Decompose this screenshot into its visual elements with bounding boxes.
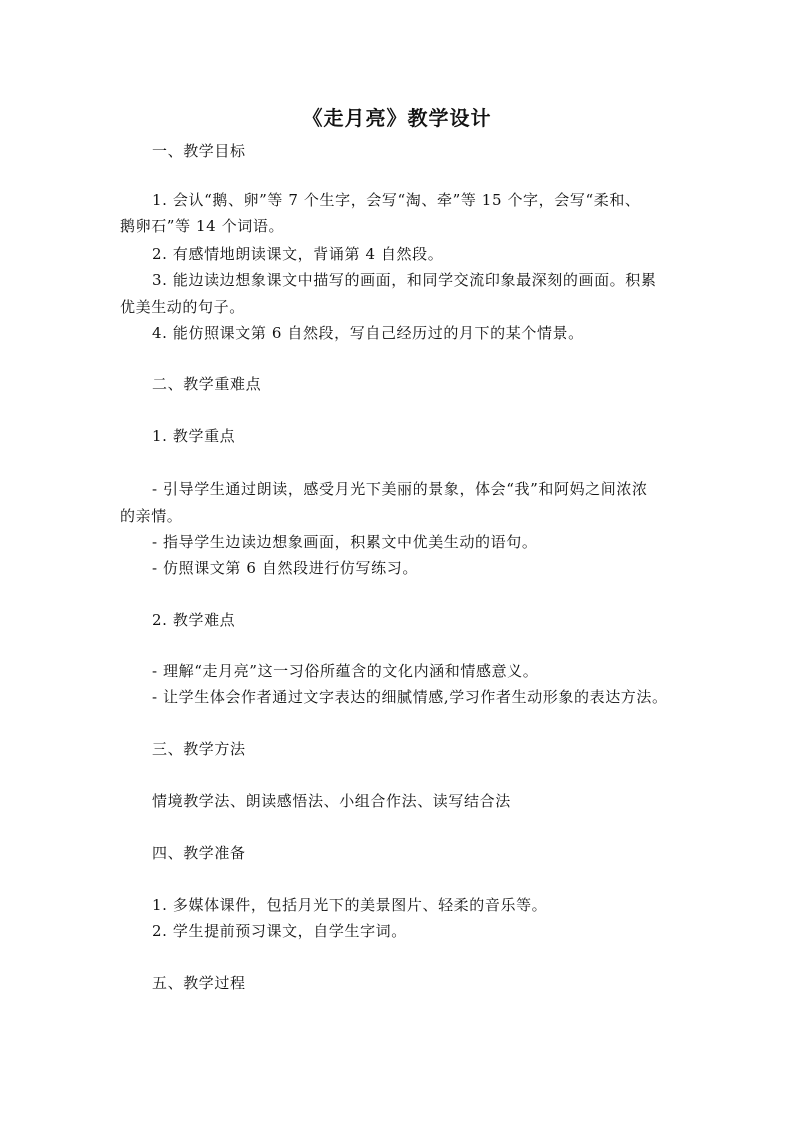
objective-2: 2. 有感情地朗读课文，背诵第 4 自然段。 xyxy=(152,245,444,263)
preparation-item-2: 2. 学生提前预习课文，自学生字词。 xyxy=(152,922,407,940)
document-title: 《走月亮》教学设计 xyxy=(302,106,492,130)
objective-3-line-2: 优美生动的句子。 xyxy=(120,298,245,316)
section-heading-preparation: 四、教学准备 xyxy=(152,844,246,862)
objective-1-line-2: 鹅卵石”等 14 个词语。 xyxy=(120,217,285,235)
section-heading-methods: 三、教学方法 xyxy=(152,740,246,758)
preparation-item-1: 1. 多媒体课件，包括月光下的美景图片、轻柔的音乐等。 xyxy=(152,896,548,914)
section-heading-process: 五、教学过程 xyxy=(152,974,246,992)
section-heading-objectives: 一、教学目标 xyxy=(152,142,246,160)
section-heading-key-points: 二、教学重难点 xyxy=(152,375,262,393)
subheading-key-focus: 1. 教学重点 xyxy=(152,427,236,445)
difficulty-item-2: - 让学生体会作者通过文字表达的细腻情感,学习作者生动形象的表达方法。 xyxy=(152,688,668,706)
focus-item-1-line-1: - 引导学生通过朗读，感受月光下美丽的景象，体会“我”和阿妈之间浓浓 xyxy=(152,480,648,498)
objective-4: 4. 能仿照课文第 6 自然段，写自己经历过的月下的某个情景。 xyxy=(152,324,584,342)
objective-1-line-1: 1. 会认“鹅、卵”等 7 个生字，会写“淘、牵”等 15 个字，会写“柔和、 xyxy=(152,191,641,209)
difficulty-item-1: - 理解“走月亮”这一习俗所蕴含的文化内涵和情感意义。 xyxy=(152,662,539,680)
focus-item-2: - 指导学生边读边想象画面，积累文中优美生动的语句。 xyxy=(152,533,538,551)
focus-item-3: - 仿照课文第 6 自然段进行仿写练习。 xyxy=(152,559,418,577)
methods-text: 情境教学法、朗读感悟法、小组合作法、读写结合法 xyxy=(152,792,511,810)
objective-3-line-1: 3. 能边读边想象课文中描写的画面，和同学交流印象最深刻的画面。积累 xyxy=(152,271,657,289)
focus-item-1-line-2: 的亲情。 xyxy=(120,507,183,525)
subheading-difficulties: 2. 教学难点 xyxy=(152,611,236,629)
